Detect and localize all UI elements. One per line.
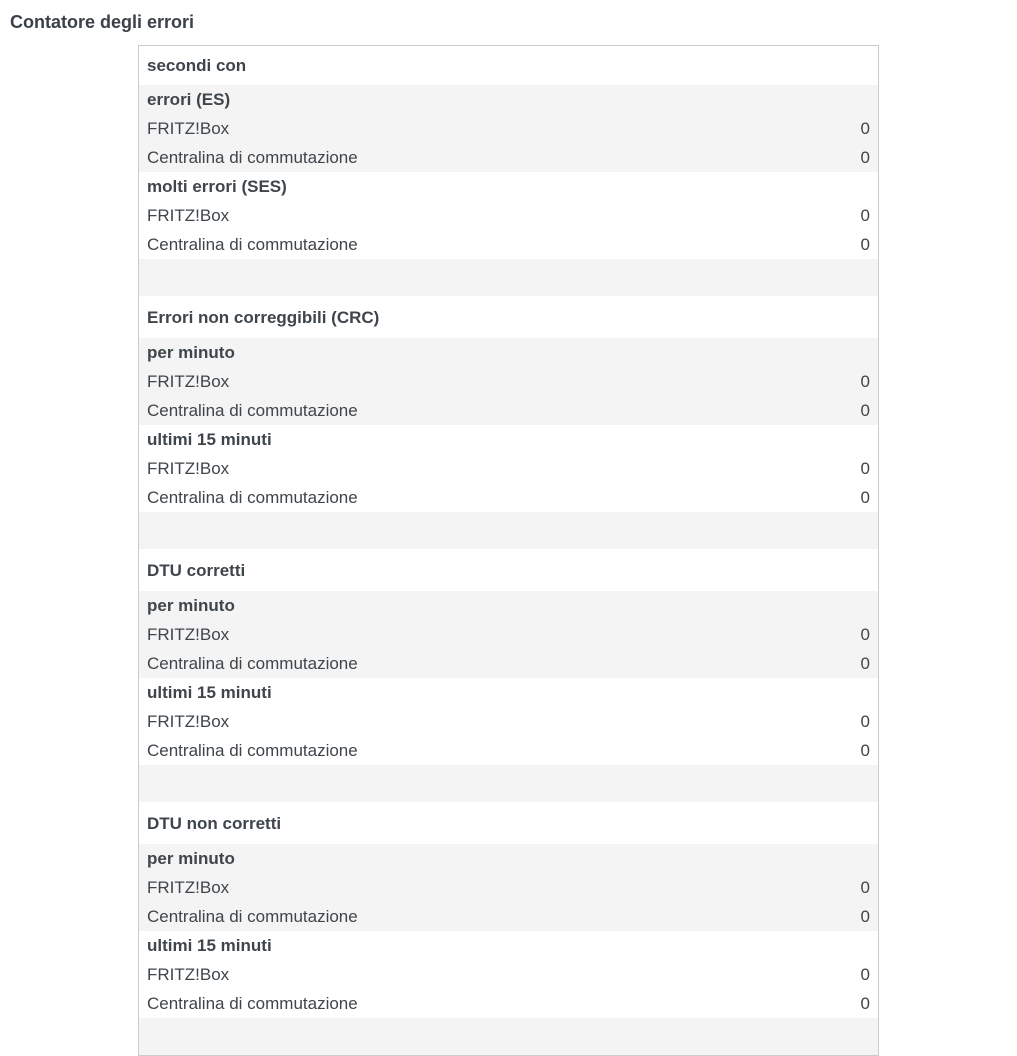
device-value: 0 [860, 994, 870, 1013]
device-name: FRITZ!Box [147, 878, 230, 897]
spacer-cell [139, 512, 879, 549]
table-header-row [139, 46, 879, 86]
spacer-row [139, 512, 879, 549]
device-name: Centralina di commutazione [147, 488, 358, 507]
group-label-row [139, 591, 879, 620]
device-row [139, 483, 879, 512]
error-counter-table [138, 45, 879, 1056]
spacer-cell [139, 259, 879, 296]
device-name: FRITZ!Box [147, 625, 230, 644]
section-title-row [139, 296, 879, 338]
device-value: 0 [860, 206, 870, 225]
group-label: errori (ES) [147, 90, 231, 109]
device-value: 0 [860, 372, 870, 391]
device-name: Centralina di commutazione [147, 148, 358, 167]
device-name: FRITZ!Box [147, 119, 230, 138]
device-name: Centralina di commutazione [147, 401, 358, 420]
device-name: Centralina di commutazione [147, 907, 358, 926]
section-title-row [139, 802, 879, 844]
device-value: 0 [860, 878, 870, 897]
group-label-row [139, 338, 879, 367]
device-row [139, 960, 879, 989]
device-row [139, 902, 879, 931]
spacer-cell [139, 765, 879, 802]
device-value: 0 [860, 401, 870, 420]
device-name: FRITZ!Box [147, 965, 230, 984]
device-row [139, 114, 879, 143]
spacer-row [139, 259, 879, 296]
group-label: ultimi 15 minuti [147, 430, 272, 449]
device-row [139, 454, 879, 483]
group-label-row [139, 844, 879, 873]
device-value: 0 [860, 488, 870, 507]
table-header-label: secondi con [147, 56, 247, 75]
device-name: FRITZ!Box [147, 459, 230, 478]
device-row [139, 620, 879, 649]
device-value: 0 [860, 907, 870, 926]
group-label: molti errori (SES) [147, 177, 287, 196]
device-value: 0 [860, 625, 870, 644]
section-title: Errori non correggibili (CRC) [147, 308, 380, 327]
device-name: FRITZ!Box [147, 372, 230, 391]
group-label-row [139, 931, 879, 960]
group-label: per minuto [147, 596, 235, 615]
device-row [139, 396, 879, 425]
group-label: ultimi 15 minuti [147, 683, 272, 702]
section-title: DTU non corretti [147, 814, 282, 833]
device-name: FRITZ!Box [147, 206, 230, 225]
device-row [139, 230, 879, 259]
device-row [139, 989, 879, 1018]
page-title: Contatore degli errori [10, 12, 195, 32]
group-label: ultimi 15 minuti [147, 936, 272, 955]
device-value: 0 [860, 712, 870, 731]
device-row [139, 367, 879, 396]
device-value: 0 [860, 235, 870, 254]
group-label-row [139, 85, 879, 114]
group-label: per minuto [147, 343, 235, 362]
device-name: Centralina di commutazione [147, 994, 358, 1013]
device-value: 0 [860, 148, 870, 167]
device-row [139, 873, 879, 902]
device-row [139, 707, 879, 736]
device-value: 0 [860, 741, 870, 760]
device-row [139, 201, 879, 230]
device-row [139, 143, 879, 172]
group-label-row [139, 425, 879, 454]
device-row [139, 736, 879, 765]
device-value: 0 [860, 119, 870, 138]
device-name: Centralina di commutazione [147, 235, 358, 254]
group-label-row [139, 678, 879, 707]
spacer-row [139, 765, 879, 802]
section-title: DTU corretti [147, 561, 246, 580]
device-name: Centralina di commutazione [147, 741, 358, 760]
device-name: Centralina di commutazione [147, 654, 358, 673]
device-row [139, 649, 879, 678]
section-title-row [139, 549, 879, 591]
device-value: 0 [860, 459, 870, 478]
group-label-row [139, 172, 879, 201]
device-value: 0 [860, 965, 870, 984]
device-value: 0 [860, 654, 870, 673]
device-name: FRITZ!Box [147, 712, 230, 731]
group-label: per minuto [147, 849, 235, 868]
